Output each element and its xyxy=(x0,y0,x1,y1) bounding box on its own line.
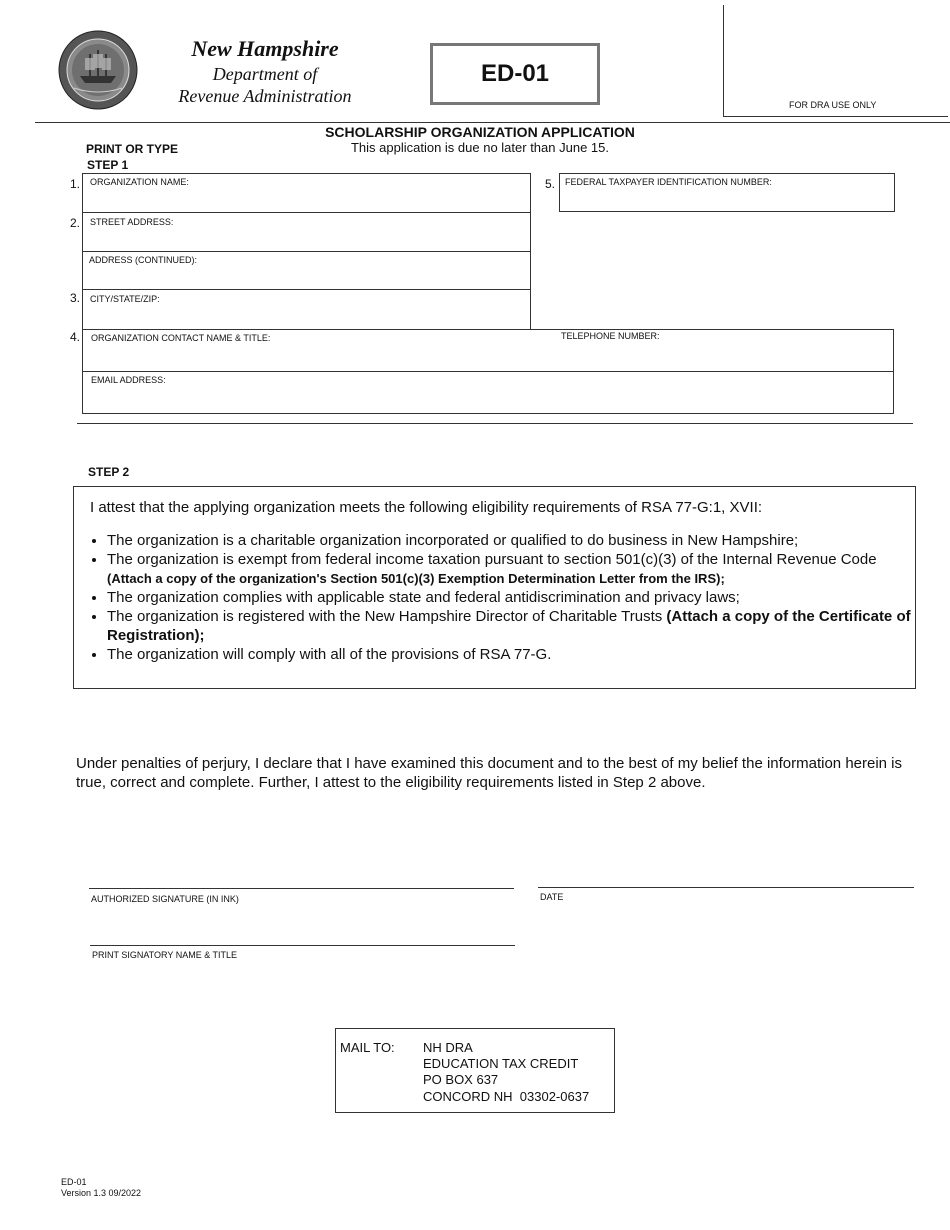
footer-form-code: ED-01 xyxy=(61,1177,87,1187)
agency-name: New Hampshire xyxy=(191,36,339,61)
header-divider xyxy=(35,122,950,123)
organization-name-label: ORGANIZATION NAME: xyxy=(90,177,189,187)
field-number-1: 1. xyxy=(70,177,81,191)
footer-version: Version 1.3 09/2022 xyxy=(61,1188,142,1198)
due-date-note: This application is due no later than June 15. xyxy=(350,140,609,155)
mail-line-3: PO BOX 637 xyxy=(423,1072,499,1087)
contact-name-title-field[interactable] xyxy=(82,329,894,372)
field-number-2: 2. xyxy=(70,216,81,230)
street-address-label: STREET ADDRESS: xyxy=(90,217,174,227)
date-label: DATE xyxy=(540,892,564,902)
form-title: SCHOLARSHIP ORGANIZATION APPLICATION xyxy=(325,124,635,140)
contact-name-title-label: ORGANIZATION CONTACT NAME & TITLE: xyxy=(91,333,271,343)
state-seal-icon xyxy=(58,30,138,110)
address-continued-label: ADDRESS (CONTINUED): xyxy=(89,255,198,265)
list-item: • The organization is a charitable organization incorporated or qualified to do business in New Hampshire; xyxy=(107,531,927,550)
authorized-signature-label: AUTHORIZED SIGNATURE (IN INK) xyxy=(91,894,239,904)
organization-name-field[interactable] xyxy=(82,173,531,213)
eligibility-list xyxy=(89,531,927,664)
dra-use-label: FOR DRA USE ONLY xyxy=(789,100,877,110)
telephone-number-label: TELEPHONE NUMBER: xyxy=(561,331,660,341)
list-item: • The organization is exempt from federal income taxation pursuant to section 501(c)(3) of the Internal Revenue Code (Attach a copy of the organization's Section 501(c)(3) Exemption Determination Letter from the IRS); xyxy=(107,550,927,588)
mail-to-label: MAIL TO: xyxy=(340,1040,395,1055)
mail-line-1: NH DRA xyxy=(423,1040,473,1055)
step1-divider xyxy=(77,423,913,424)
mail-line-2: EDUCATION TAX CREDIT xyxy=(423,1056,579,1071)
signature-line[interactable] xyxy=(89,888,514,889)
perjury-declaration: Under penalties of perjury, I declare that I have examined this document and to the best of my belief the information herein is true, correct and complete. Further, I attest to the eligibility requirements listed in Step 2 above. xyxy=(76,755,903,791)
field-number-5: 5. xyxy=(545,177,556,191)
federal-taxpayer-id-field[interactable] xyxy=(559,173,895,212)
print-or-type-label: PRINT OR TYPE xyxy=(86,142,179,156)
list-item: • The organization is registered with the New Hampshire Director of Charitable Trusts (Attach a copy of the Certificate of Registration); xyxy=(107,607,927,645)
signatory-name-line[interactable] xyxy=(90,945,515,946)
street-address-field[interactable] xyxy=(82,212,531,252)
field-number-3: 3. xyxy=(70,291,81,305)
list-item: • The organization complies with applicable state and federal antidiscrimination and privacy laws; xyxy=(107,588,927,607)
city-state-zip-label: CITY/STATE/ZIP: xyxy=(90,294,160,304)
email-address-field[interactable] xyxy=(82,371,894,414)
city-state-zip-field[interactable] xyxy=(82,289,531,330)
field-number-4: 4. xyxy=(70,330,81,344)
agency-department: Department of xyxy=(212,64,318,84)
mail-line-4: CONCORD NH 03302-0637 xyxy=(423,1089,590,1104)
list-item: • The organization will comply with all of the provisions of RSA 77-G. xyxy=(107,645,927,664)
mail-to-box xyxy=(335,1028,615,1113)
email-address-label: EMAIL ADDRESS: xyxy=(91,375,166,385)
address-continued-field[interactable] xyxy=(82,251,531,290)
form-code-box: ED-01 xyxy=(430,43,600,105)
step2-label: STEP 2 xyxy=(88,465,130,479)
federal-taxpayer-id-label: FEDERAL TAXPAYER IDENTIFICATION NUMBER: xyxy=(565,177,772,187)
signatory-name-label: PRINT SIGNATORY NAME & TITLE xyxy=(92,950,238,960)
agency-division: Revenue Administration xyxy=(178,86,352,106)
date-line[interactable] xyxy=(538,887,914,888)
eligibility-intro: I attest that the applying organization meets the following eligibility requirements of RSA 77-G:1, XVII: xyxy=(90,499,763,516)
step1-label: STEP 1 xyxy=(87,158,129,172)
